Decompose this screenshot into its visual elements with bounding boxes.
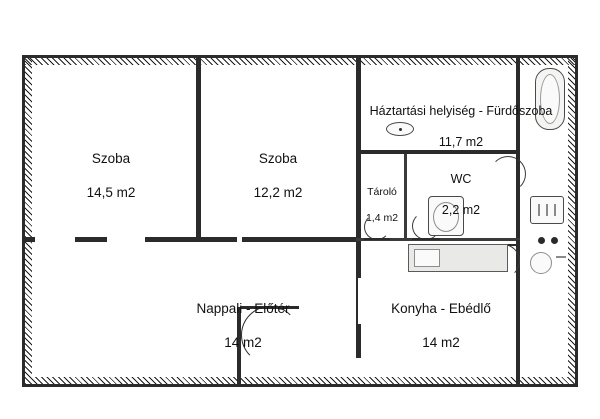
room-name: Tároló <box>367 186 397 199</box>
wall-hatch-bottom <box>25 377 575 384</box>
room-name: Szoba <box>258 150 298 166</box>
room-name: Konyha - Ebédlő <box>391 300 491 316</box>
room-name: WC <box>450 171 472 186</box>
wall-hatch-right <box>568 58 575 384</box>
wall-hatch-left <box>25 58 32 384</box>
partition-wall-utility-right <box>516 58 520 240</box>
appliance-upper-line-1 <box>538 204 540 216</box>
room-area: 1,4 m2 <box>365 212 399 225</box>
partition-wall-szoba <box>196 58 201 240</box>
appliance-upper-line-3 <box>554 204 556 216</box>
room-area: 2,2 m2 <box>441 202 481 217</box>
room-area: 12,2 m2 <box>253 184 303 200</box>
partition-wall-corridor <box>25 237 361 242</box>
wall-hatch-top <box>25 58 575 65</box>
burner-dot-1 <box>538 237 545 244</box>
door-leaf-storage <box>364 238 390 240</box>
appliance-lower <box>530 252 552 274</box>
door-swing-wc-right <box>490 156 526 192</box>
door-swing-storage <box>364 214 390 240</box>
door-opening-szoba-left <box>35 236 75 243</box>
room-area: 14 m2 <box>422 334 460 350</box>
room-name: Nappali - Előtér <box>196 300 290 316</box>
door-opening-szoba-mid <box>107 236 145 243</box>
partition-wall-storage-wc <box>404 154 407 240</box>
appliance-upper-line-2 <box>546 204 548 216</box>
door-opening-kitchen <box>358 278 364 324</box>
appliance-lower-line <box>556 256 566 258</box>
toilet-bowl <box>433 202 459 232</box>
door-leaf-wc-right <box>516 156 518 192</box>
door-opening-living <box>237 236 242 243</box>
bathtub-inner <box>540 74 560 124</box>
door-leaf-living <box>241 306 299 309</box>
kitchen-sink <box>414 249 440 267</box>
washbasin-drain <box>399 128 402 131</box>
room-area: 14 m2 <box>224 334 262 350</box>
door-leaf-wc <box>412 238 440 240</box>
room-name: Háztartási helyiség - Fürdőszoba <box>369 103 553 118</box>
outer-wall <box>22 55 578 387</box>
door-swing-living <box>241 306 299 364</box>
room-area: 14,5 m2 <box>86 184 136 200</box>
burner-dot-2 <box>551 237 558 244</box>
partition-wall-utility-bottom <box>356 150 520 154</box>
door-jamb-living-left <box>237 307 241 385</box>
room-area: 11,7 m2 <box>438 134 484 149</box>
room-name: Szoba <box>91 150 131 166</box>
